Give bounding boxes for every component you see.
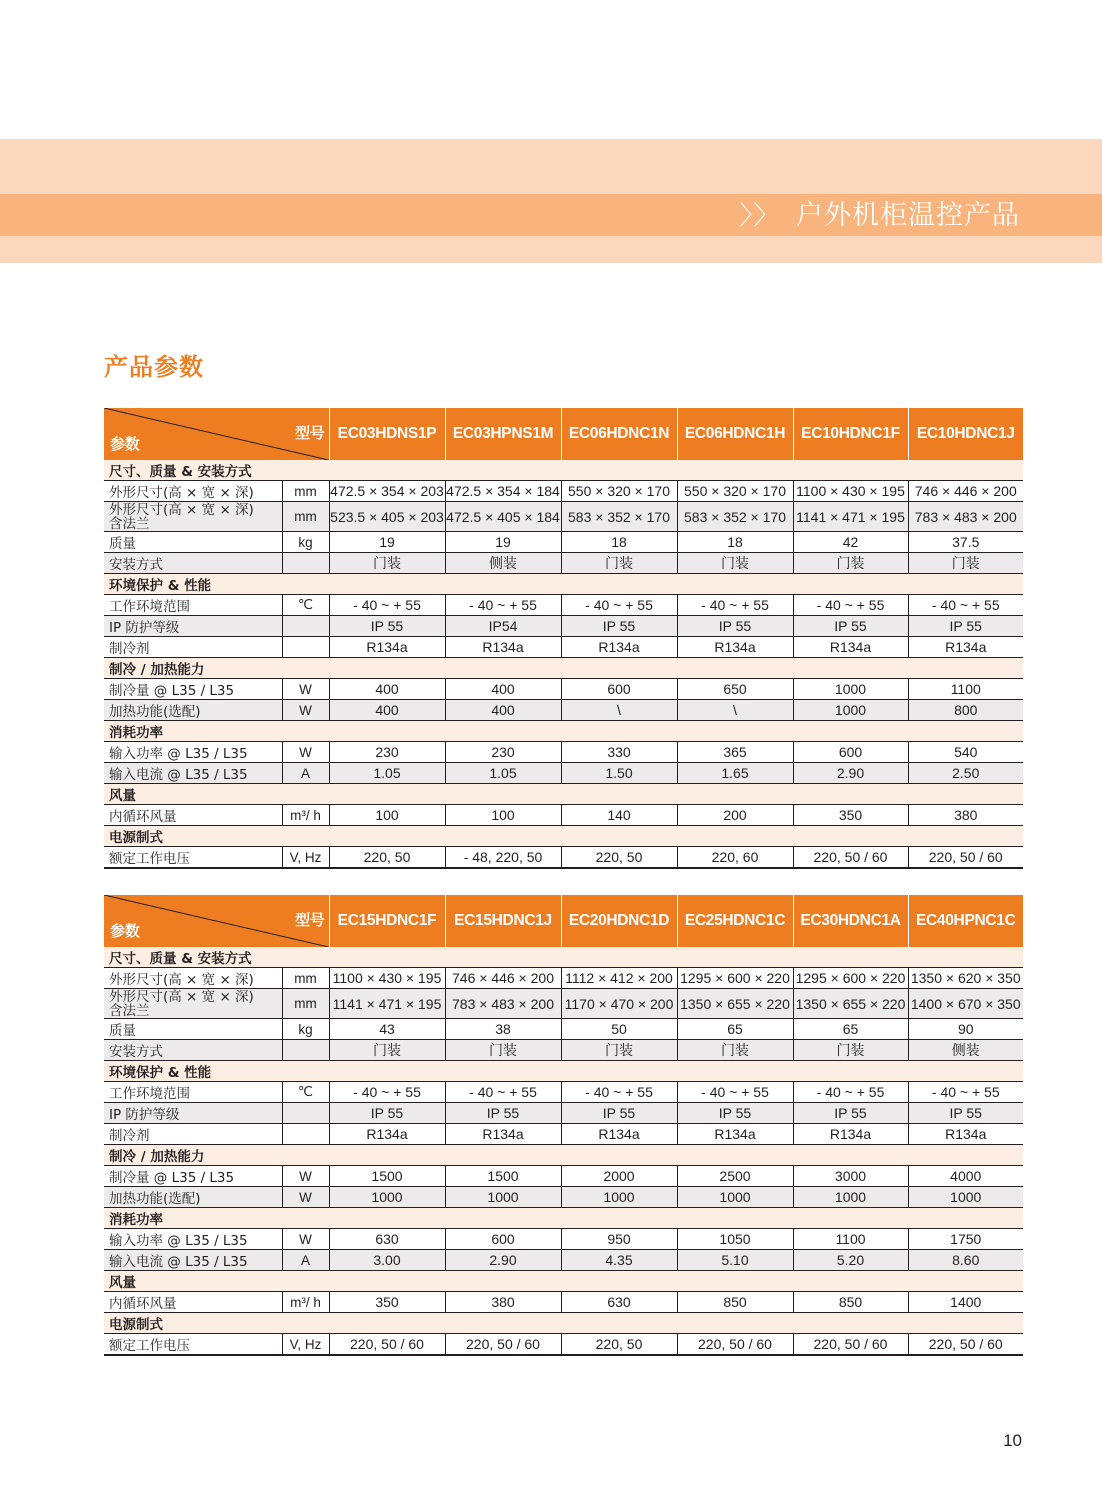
value-cell: \ — [677, 700, 793, 721]
value-cell: IP 55 — [793, 616, 908, 637]
row-unit: kg — [282, 1019, 329, 1040]
value-cell: 1100 × 430 × 195 — [793, 481, 908, 502]
section-title: 消耗功率 — [104, 721, 1023, 742]
table-row — [104, 595, 1023, 616]
table-row — [104, 1124, 1023, 1145]
value-cell: 400 — [445, 679, 561, 700]
value-cell: 50 — [561, 1019, 677, 1040]
row-unit — [282, 637, 329, 658]
value-cell: IP 55 — [445, 1103, 561, 1124]
value-cell: 门装 — [908, 553, 1023, 574]
value-cell: IP54 — [445, 616, 561, 637]
row-label: 输入功率 @ L35 / L35 — [104, 1229, 282, 1250]
section-row — [104, 721, 1023, 742]
row-unit: A — [282, 763, 329, 784]
value-cell: 220, 50 / 60 — [329, 1334, 445, 1356]
corner-model-label: 型号 — [295, 425, 325, 442]
section-title: 产品参数 — [104, 353, 204, 381]
value-cell: 350 — [793, 805, 908, 826]
section-title: 尺寸、质量 & 安装方式 — [104, 947, 1023, 968]
model-header: EC06HDNC1N — [561, 408, 677, 460]
row-label: 安装方式 — [104, 1040, 282, 1061]
row-unit: A — [282, 1250, 329, 1271]
row-unit: ℃ — [282, 595, 329, 616]
row-label: IP 防护等级 — [104, 1103, 282, 1124]
value-cell: 230 — [329, 742, 445, 763]
value-cell: - 40 ~ + 55 — [445, 1082, 561, 1103]
model-header: EC15HDNC1F — [329, 895, 445, 947]
section-row — [104, 1271, 1023, 1292]
value-cell: 65 — [677, 1019, 793, 1040]
spec-table — [104, 408, 1023, 869]
value-cell: 600 — [561, 679, 677, 700]
value-cell: - 40 ~ + 55 — [908, 1082, 1023, 1103]
table-row — [104, 502, 1023, 532]
model-header: EC10HDNC1J — [908, 408, 1023, 460]
value-cell: 220, 50 — [561, 847, 677, 869]
value-cell: - 40 ~ + 55 — [329, 1082, 445, 1103]
model-header: EC03HDNS1P — [329, 408, 445, 460]
table-row — [104, 1040, 1023, 1061]
value-cell: 门装 — [329, 553, 445, 574]
row-unit: mm — [282, 502, 329, 532]
value-cell: 400 — [329, 700, 445, 721]
row-label: 安装方式 — [104, 553, 282, 574]
table-corner-cell — [104, 895, 329, 947]
value-cell: R134a — [329, 1124, 445, 1145]
value-cell: 1000 — [445, 1187, 561, 1208]
value-cell: 220, 50 / 60 — [908, 847, 1023, 869]
value-cell: 472.5 × 354 × 203 — [329, 481, 445, 502]
value-cell: \ — [561, 700, 677, 721]
value-cell: 1500 — [445, 1166, 561, 1187]
value-cell: 550 × 320 × 170 — [677, 481, 793, 502]
value-cell: 3000 — [793, 1166, 908, 1187]
value-cell: 472.5 × 405 × 184 — [445, 502, 561, 532]
model-header: EC10HDNC1F — [793, 408, 908, 460]
row-label-line1: 外形尺寸(高 × 宽 × 深) — [109, 988, 254, 1005]
value-cell: 1170 × 470 × 200 — [561, 989, 677, 1019]
row-label: 外形尺寸(高 × 宽 × 深) — [104, 481, 282, 502]
table-row — [104, 481, 1023, 502]
value-cell: 330 — [561, 742, 677, 763]
value-cell: 65 — [793, 1019, 908, 1040]
table-row — [104, 763, 1023, 784]
value-cell: 1400 — [908, 1292, 1023, 1313]
value-cell: 220, 60 — [677, 847, 793, 869]
value-cell: 门装 — [329, 1040, 445, 1061]
row-unit — [282, 616, 329, 637]
model-header: EC30HDNC1A — [793, 895, 908, 947]
value-cell: - 40 ~ + 55 — [793, 595, 908, 616]
row-unit: V, Hz — [282, 847, 329, 869]
value-cell: 1000 — [677, 1187, 793, 1208]
row-unit — [282, 553, 329, 574]
value-cell: R134a — [908, 1124, 1023, 1145]
section-title: 电源制式 — [104, 1313, 1023, 1334]
section-title: 制冷 / 加热能力 — [104, 1145, 1023, 1166]
value-cell: IP 55 — [329, 1103, 445, 1124]
corner-model-label: 型号 — [295, 912, 325, 929]
row-label: 输入电流 @ L35 / L35 — [104, 763, 282, 784]
value-cell: 90 — [908, 1019, 1023, 1040]
value-cell: IP 55 — [561, 616, 677, 637]
section-title: 环境保护 & 性能 — [104, 1061, 1023, 1082]
row-unit: m³/ h — [282, 805, 329, 826]
value-cell: 100 — [329, 805, 445, 826]
value-cell: 门装 — [677, 553, 793, 574]
value-cell: 472.5 × 354 × 184 — [445, 481, 561, 502]
table-row — [104, 679, 1023, 700]
value-cell: 8.60 — [908, 1250, 1023, 1271]
value-cell: IP 55 — [561, 1103, 677, 1124]
row-unit: W — [282, 742, 329, 763]
value-cell: 583 × 352 × 170 — [677, 502, 793, 532]
value-cell: 540 — [908, 742, 1023, 763]
value-cell: 1000 — [329, 1187, 445, 1208]
value-cell: R134a — [445, 637, 561, 658]
section-row — [104, 947, 1023, 968]
row-label: 加热功能(选配) — [104, 700, 282, 721]
section-row — [104, 1208, 1023, 1229]
value-cell: 630 — [561, 1292, 677, 1313]
value-cell: 220, 50 — [329, 847, 445, 869]
value-cell: 18 — [677, 532, 793, 553]
spec-table — [104, 895, 1023, 1356]
section-row — [104, 574, 1023, 595]
value-cell: 3.00 — [329, 1250, 445, 1271]
row-label: 工作环境范围 — [104, 595, 282, 616]
value-cell: 侧装 — [445, 553, 561, 574]
value-cell: 1500 — [329, 1166, 445, 1187]
value-cell: 800 — [908, 700, 1023, 721]
value-cell: - 40 ~ + 55 — [677, 1082, 793, 1103]
value-cell: 200 — [677, 805, 793, 826]
row-label: 质量 — [104, 532, 282, 553]
value-cell: 365 — [677, 742, 793, 763]
row-label: 制冷剂 — [104, 637, 282, 658]
value-cell: 42 — [793, 532, 908, 553]
value-cell: 18 — [561, 532, 677, 553]
row-unit: kg — [282, 532, 329, 553]
model-header: EC20HDNC1D — [561, 895, 677, 947]
value-cell: 门装 — [677, 1040, 793, 1061]
value-cell: 2500 — [677, 1166, 793, 1187]
value-cell: 400 — [329, 679, 445, 700]
value-cell: 侧装 — [908, 1040, 1023, 1061]
row-label: 内循环风量 — [104, 1292, 282, 1313]
section-title: 制冷 / 加热能力 — [104, 658, 1023, 679]
table-row — [104, 1103, 1023, 1124]
table-row — [104, 1250, 1023, 1271]
value-cell: IP 55 — [677, 1103, 793, 1124]
section-title: 尺寸、质量 & 安装方式 — [104, 460, 1023, 481]
table-row — [104, 1166, 1023, 1187]
table-row — [104, 532, 1023, 553]
row-label-line1: 外形尺寸(高 × 宽 × 深) — [109, 501, 254, 518]
value-cell: 19 — [329, 532, 445, 553]
section-row — [104, 658, 1023, 679]
row-label-line2: 含法兰 — [109, 1002, 150, 1019]
row-label: 工作环境范围 — [104, 1082, 282, 1103]
section-row — [104, 460, 1023, 481]
row-label: 制冷量 @ L35 / L35 — [104, 679, 282, 700]
value-cell: 门装 — [445, 1040, 561, 1061]
table-row — [104, 1334, 1023, 1356]
section-title: 消耗功率 — [104, 1208, 1023, 1229]
value-cell: 38 — [445, 1019, 561, 1040]
value-cell: R134a — [445, 1124, 561, 1145]
row-label: 内循环风量 — [104, 805, 282, 826]
value-cell: 2.90 — [445, 1250, 561, 1271]
value-cell: 2000 — [561, 1166, 677, 1187]
value-cell: 门装 — [561, 553, 677, 574]
row-label-line2: 含法兰 — [109, 515, 150, 532]
corner-param-label: 参数 — [110, 923, 140, 940]
value-cell: 850 — [677, 1292, 793, 1313]
value-cell: 950 — [561, 1229, 677, 1250]
value-cell: 380 — [445, 1292, 561, 1313]
value-cell: 4.35 — [561, 1250, 677, 1271]
row-unit: W — [282, 1229, 329, 1250]
row-label: 外形尺寸(高 × 宽 × 深) — [104, 968, 282, 989]
row-unit: m³/ h — [282, 1292, 329, 1313]
value-cell: R134a — [793, 637, 908, 658]
value-cell: 2.90 — [793, 763, 908, 784]
value-cell: 220, 50 / 60 — [793, 1334, 908, 1356]
value-cell: 4000 — [908, 1166, 1023, 1187]
value-cell: 1750 — [908, 1229, 1023, 1250]
double-chevron-icon: 〉〉 — [739, 201, 781, 231]
value-cell: 630 — [329, 1229, 445, 1250]
row-unit — [282, 1040, 329, 1061]
row-unit — [282, 1124, 329, 1145]
value-cell: 1050 — [677, 1229, 793, 1250]
table-row — [104, 805, 1023, 826]
value-cell: 1.65 — [677, 763, 793, 784]
value-cell: 1295 × 600 × 220 — [793, 968, 908, 989]
value-cell: 1350 × 655 × 220 — [677, 989, 793, 1019]
value-cell: - 40 ~ + 55 — [793, 1082, 908, 1103]
table-row — [104, 1292, 1023, 1313]
value-cell: 门装 — [793, 553, 908, 574]
banner-title-text: 户外机柜温控产品 — [796, 200, 1020, 231]
value-cell: R134a — [793, 1124, 908, 1145]
section-row — [104, 1145, 1023, 1166]
value-cell: 1350 × 620 × 350 — [908, 968, 1023, 989]
row-unit: W — [282, 700, 329, 721]
value-cell: IP 55 — [677, 616, 793, 637]
row-label: 加热功能(选配) — [104, 1187, 282, 1208]
row-unit: mm — [282, 968, 329, 989]
value-cell: R134a — [677, 637, 793, 658]
model-header: EC06HDNC1H — [677, 408, 793, 460]
section-title: 风量 — [104, 784, 1023, 805]
value-cell: - 40 ~ + 55 — [561, 1082, 677, 1103]
value-cell: 1.05 — [329, 763, 445, 784]
value-cell: IP 55 — [908, 616, 1023, 637]
value-cell: 140 — [561, 805, 677, 826]
value-cell: 5.10 — [677, 1250, 793, 1271]
value-cell: 600 — [445, 1229, 561, 1250]
section-title: 环境保护 & 性能 — [104, 574, 1023, 595]
row-unit — [282, 1103, 329, 1124]
value-cell: R134a — [677, 1124, 793, 1145]
value-cell: IP 55 — [908, 1103, 1023, 1124]
table-row — [104, 847, 1023, 869]
row-label — [104, 989, 282, 1019]
row-unit: mm — [282, 481, 329, 502]
value-cell: 220, 50 / 60 — [793, 847, 908, 869]
row-label — [104, 502, 282, 532]
row-label: 额定工作电压 — [104, 847, 282, 869]
value-cell: 1141 × 471 × 195 — [329, 989, 445, 1019]
value-cell: 1100 — [793, 1229, 908, 1250]
row-unit: V, Hz — [282, 1334, 329, 1356]
value-cell: IP 55 — [329, 616, 445, 637]
value-cell: 1000 — [561, 1187, 677, 1208]
row-label: IP 防护等级 — [104, 616, 282, 637]
section-row — [104, 1313, 1023, 1334]
value-cell: IP 55 — [793, 1103, 908, 1124]
value-cell: 230 — [445, 742, 561, 763]
section-title: 电源制式 — [104, 826, 1023, 847]
value-cell: 1000 — [793, 700, 908, 721]
value-cell: 220, 50 / 60 — [677, 1334, 793, 1356]
table-header-row — [104, 895, 1023, 947]
table-row — [104, 1019, 1023, 1040]
row-label: 输入功率 @ L35 / L35 — [104, 742, 282, 763]
value-cell: 43 — [329, 1019, 445, 1040]
section-row — [104, 784, 1023, 805]
value-cell: R134a — [329, 637, 445, 658]
value-cell: 19 — [445, 532, 561, 553]
table-row — [104, 1187, 1023, 1208]
value-cell: 220, 50 / 60 — [908, 1334, 1023, 1356]
value-cell: 1350 × 655 × 220 — [793, 989, 908, 1019]
value-cell: 783 × 483 × 200 — [908, 502, 1023, 532]
value-cell: 220, 50 / 60 — [445, 1334, 561, 1356]
section-title: 风量 — [104, 1271, 1023, 1292]
banner-title — [739, 194, 1020, 236]
table-row — [104, 700, 1023, 721]
table-row — [104, 1082, 1023, 1103]
value-cell: 746 × 446 × 200 — [908, 481, 1023, 502]
row-label: 额定工作电压 — [104, 1334, 282, 1356]
table-row — [104, 968, 1023, 989]
value-cell: 1000 — [793, 1187, 908, 1208]
value-cell: 1100 × 430 × 195 — [329, 968, 445, 989]
row-label: 输入电流 @ L35 / L35 — [104, 1250, 282, 1271]
model-header: EC40HPNC1C — [908, 895, 1023, 947]
section-row — [104, 1061, 1023, 1082]
table-row — [104, 989, 1023, 1019]
value-cell: 1400 × 670 × 350 — [908, 989, 1023, 1019]
value-cell: 1100 — [908, 679, 1023, 700]
value-cell: 783 × 483 × 200 — [445, 989, 561, 1019]
value-cell: - 48, 220, 50 — [445, 847, 561, 869]
value-cell: 1141 × 471 × 195 — [793, 502, 908, 532]
table-row — [104, 616, 1023, 637]
value-cell: R134a — [561, 637, 677, 658]
value-cell: 100 — [445, 805, 561, 826]
row-label: 制冷量 @ L35 / L35 — [104, 1166, 282, 1187]
row-unit: ℃ — [282, 1082, 329, 1103]
corner-param-label: 参数 — [110, 436, 140, 453]
row-label: 制冷剂 — [104, 1124, 282, 1145]
row-label: 质量 — [104, 1019, 282, 1040]
value-cell: 350 — [329, 1292, 445, 1313]
value-cell: 2.50 — [908, 763, 1023, 784]
value-cell: - 40 ~ + 55 — [445, 595, 561, 616]
value-cell: - 40 ~ + 55 — [561, 595, 677, 616]
model-header: EC03HPNS1M — [445, 408, 561, 460]
table-corner-cell — [104, 408, 329, 460]
row-unit: W — [282, 1187, 329, 1208]
value-cell: 583 × 352 × 170 — [561, 502, 677, 532]
row-unit: W — [282, 679, 329, 700]
value-cell: 5.20 — [793, 1250, 908, 1271]
value-cell: 650 — [677, 679, 793, 700]
value-cell: 1295 × 600 × 220 — [677, 968, 793, 989]
value-cell: 1000 — [908, 1187, 1023, 1208]
table-row — [104, 553, 1023, 574]
value-cell: 746 × 446 × 200 — [445, 968, 561, 989]
value-cell: R134a — [561, 1124, 677, 1145]
value-cell: 220, 50 — [561, 1334, 677, 1356]
row-unit: mm — [282, 989, 329, 1019]
table-row — [104, 1229, 1023, 1250]
value-cell: - 40 ~ + 55 — [677, 595, 793, 616]
value-cell: 1000 — [793, 679, 908, 700]
model-header: EC15HDNC1J — [445, 895, 561, 947]
value-cell: - 40 ~ + 55 — [908, 595, 1023, 616]
table-header-row — [104, 408, 1023, 460]
value-cell: 380 — [908, 805, 1023, 826]
row-unit: W — [282, 1166, 329, 1187]
value-cell: 850 — [793, 1292, 908, 1313]
model-header: EC25HDNC1C — [677, 895, 793, 947]
value-cell: - 40 ~ + 55 — [329, 595, 445, 616]
value-cell: 523.5 × 405 × 203 — [329, 502, 445, 532]
value-cell: 门装 — [793, 1040, 908, 1061]
table-row — [104, 742, 1023, 763]
value-cell: 600 — [793, 742, 908, 763]
value-cell: 1.50 — [561, 763, 677, 784]
value-cell: 门装 — [561, 1040, 677, 1061]
value-cell: 550 × 320 × 170 — [561, 481, 677, 502]
value-cell: 37.5 — [908, 532, 1023, 553]
table-row — [104, 637, 1023, 658]
value-cell: 1.05 — [445, 763, 561, 784]
value-cell: 1112 × 412 × 200 — [561, 968, 677, 989]
value-cell: R134a — [908, 637, 1023, 658]
page-number: 10 — [1003, 1431, 1022, 1450]
value-cell: 400 — [445, 700, 561, 721]
section-row — [104, 826, 1023, 847]
